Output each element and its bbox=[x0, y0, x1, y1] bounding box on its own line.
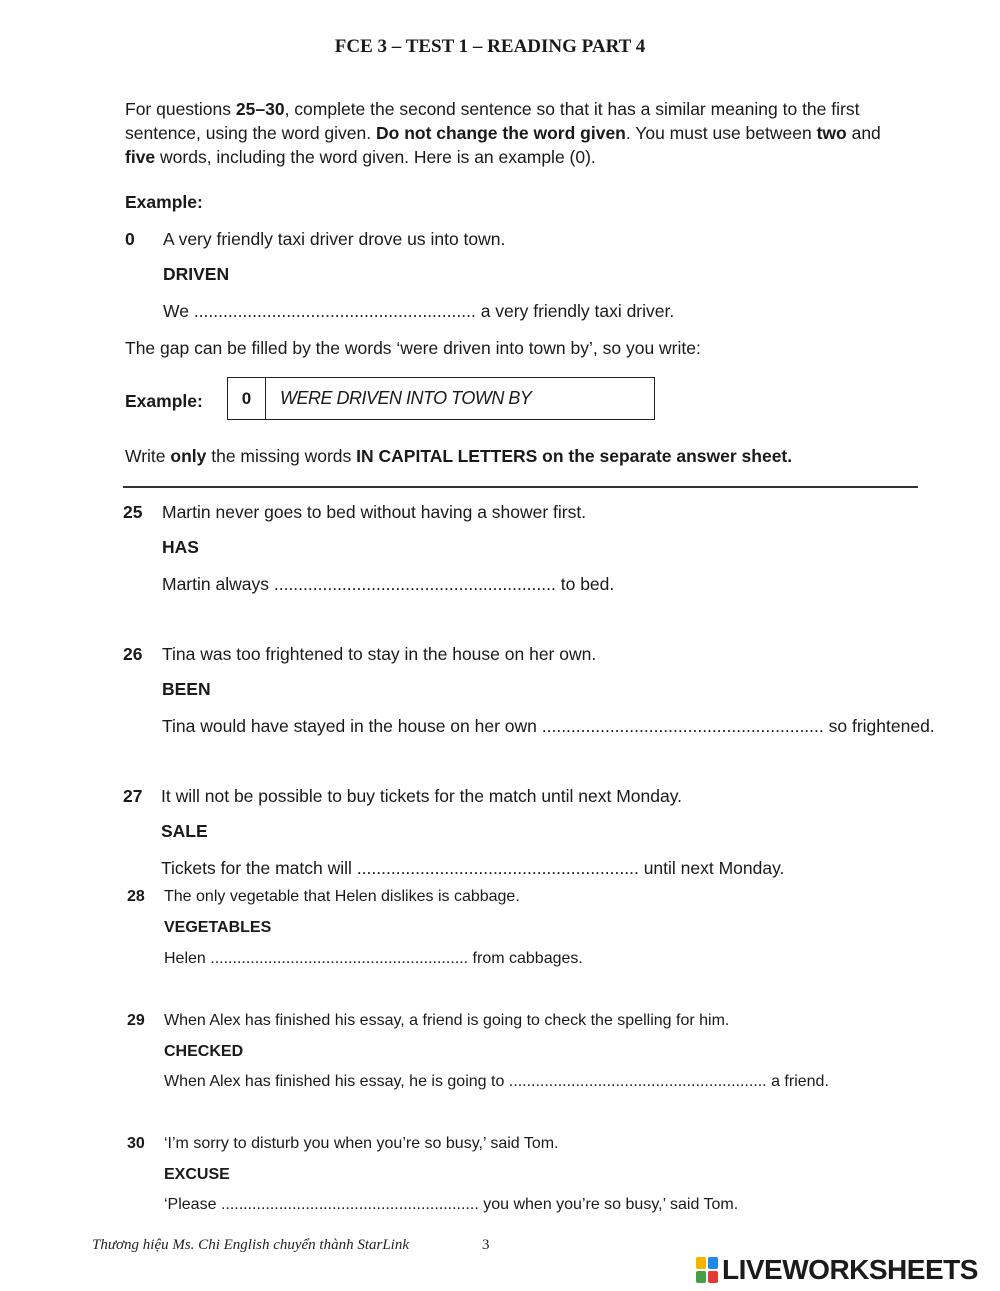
question-sentence: It will not be possible to buy tickets for the match until next Monday. bbox=[161, 786, 683, 806]
example-label: Example: bbox=[125, 192, 203, 212]
example-number: 0 bbox=[125, 229, 135, 249]
answer-gap-29[interactable]: .......................................................... bbox=[508, 1073, 767, 1090]
logo-tile-icon bbox=[708, 1257, 718, 1269]
logo-tile-icon bbox=[696, 1271, 706, 1283]
instructions-line-1: For questions 25–30, complete the second sentence so that it has a similar meaning to the first bbox=[125, 99, 860, 119]
question-keyword: SALE bbox=[161, 821, 208, 841]
question-number: 30 bbox=[127, 1135, 145, 1152]
answer-gap-27[interactable]: .......................................................... bbox=[356, 858, 639, 878]
question-answer-line: Helen .......................................................... from cabbages. bbox=[164, 950, 583, 967]
question-number: 28 bbox=[127, 888, 145, 905]
question-number: 26 bbox=[123, 644, 143, 664]
question-answer-line: Martin always .......................................................... to bed. bbox=[162, 574, 615, 594]
logo-tile-icon bbox=[708, 1271, 718, 1283]
answer-gap-26[interactable]: .......................................................... bbox=[541, 716, 824, 736]
answer-gap-25[interactable]: .......................................................... bbox=[273, 574, 556, 594]
question-sentence: ‘I’m sorry to disturb you when you’re so busy,’ said Tom. bbox=[164, 1135, 559, 1152]
example-explanation: The gap can be filled by the words ‘were driven into town by’, so you write: bbox=[125, 338, 701, 358]
question-sentence: The only vegetable that Helen dislikes is cabbage. bbox=[164, 888, 520, 905]
example-gap: .......................................................... bbox=[193, 301, 476, 321]
brand-name: LIVEWORKSHEETS bbox=[722, 1254, 978, 1285]
example-answer-line: We .......................................................... a very friendly taxi driver. bbox=[163, 301, 675, 321]
question-answer-line: When Alex has finished his essay, he is going to .......................................................... a friend. bbox=[164, 1073, 829, 1090]
liveworksheets-brand bbox=[696, 1255, 978, 1285]
question-sentence: Tina was too frightened to stay in the house on her own. bbox=[162, 644, 597, 664]
example-sentence: A very friendly taxi driver drove us into town. bbox=[163, 229, 506, 249]
question-keyword: BEEN bbox=[162, 679, 211, 699]
question-answer-line: ‘Please .......................................................... you when you’re so busy,’ said Tom. bbox=[164, 1196, 739, 1213]
footer-text: Thương hiệu Ms. Chi English chuyển thành StarLink bbox=[92, 1237, 410, 1253]
question-sentence: When Alex has finished his essay, a friend is going to check the spelling for him. bbox=[164, 1012, 730, 1029]
page-number: 3 bbox=[482, 1237, 490, 1253]
question-answer-line: Tickets for the match will .......................................................... until next Monday. bbox=[161, 858, 785, 878]
question-keyword: HAS bbox=[162, 537, 199, 557]
question-keyword: EXCUSE bbox=[164, 1166, 230, 1183]
answer-gap-30[interactable]: .......................................................... bbox=[220, 1196, 479, 1213]
question-keyword: VEGETABLES bbox=[164, 919, 272, 936]
example-box-label: Example: bbox=[125, 391, 203, 411]
example-keyword: DRIVEN bbox=[163, 264, 230, 284]
question-number: 27 bbox=[123, 786, 143, 806]
answer-gap-28[interactable]: .......................................................... bbox=[210, 950, 469, 967]
example-answer-box bbox=[227, 377, 655, 420]
write-instruction: Write only the missing words IN CAPITAL LETTERS on the separate answer sheet. bbox=[125, 446, 793, 466]
liveworksheets-logo-icon bbox=[696, 1257, 718, 1283]
question-sentence: Martin never goes to bed without having a shower first. bbox=[162, 502, 587, 522]
example-box-answer: WERE DRIVEN INTO TOWN BY bbox=[280, 388, 532, 408]
instructions-line-3: five words, including the word given. Here is an example (0). bbox=[125, 147, 596, 167]
page-title: FCE 3 – TEST 1 – READING PART 4 bbox=[334, 36, 646, 57]
divider bbox=[123, 486, 918, 488]
question-number: 25 bbox=[123, 502, 143, 522]
instructions bbox=[125, 97, 881, 169]
example-box-number: 0 bbox=[228, 378, 266, 419]
logo-tile-icon bbox=[696, 1257, 706, 1269]
instructions-line-2: sentence, using the word given. Do not change the word given. You must use between two and bbox=[125, 123, 881, 143]
question-keyword: CHECKED bbox=[164, 1043, 244, 1060]
question-number: 29 bbox=[127, 1012, 145, 1029]
question-answer-line: Tina would have stayed in the house on her own .......................................................... so frightened. bbox=[162, 716, 935, 736]
